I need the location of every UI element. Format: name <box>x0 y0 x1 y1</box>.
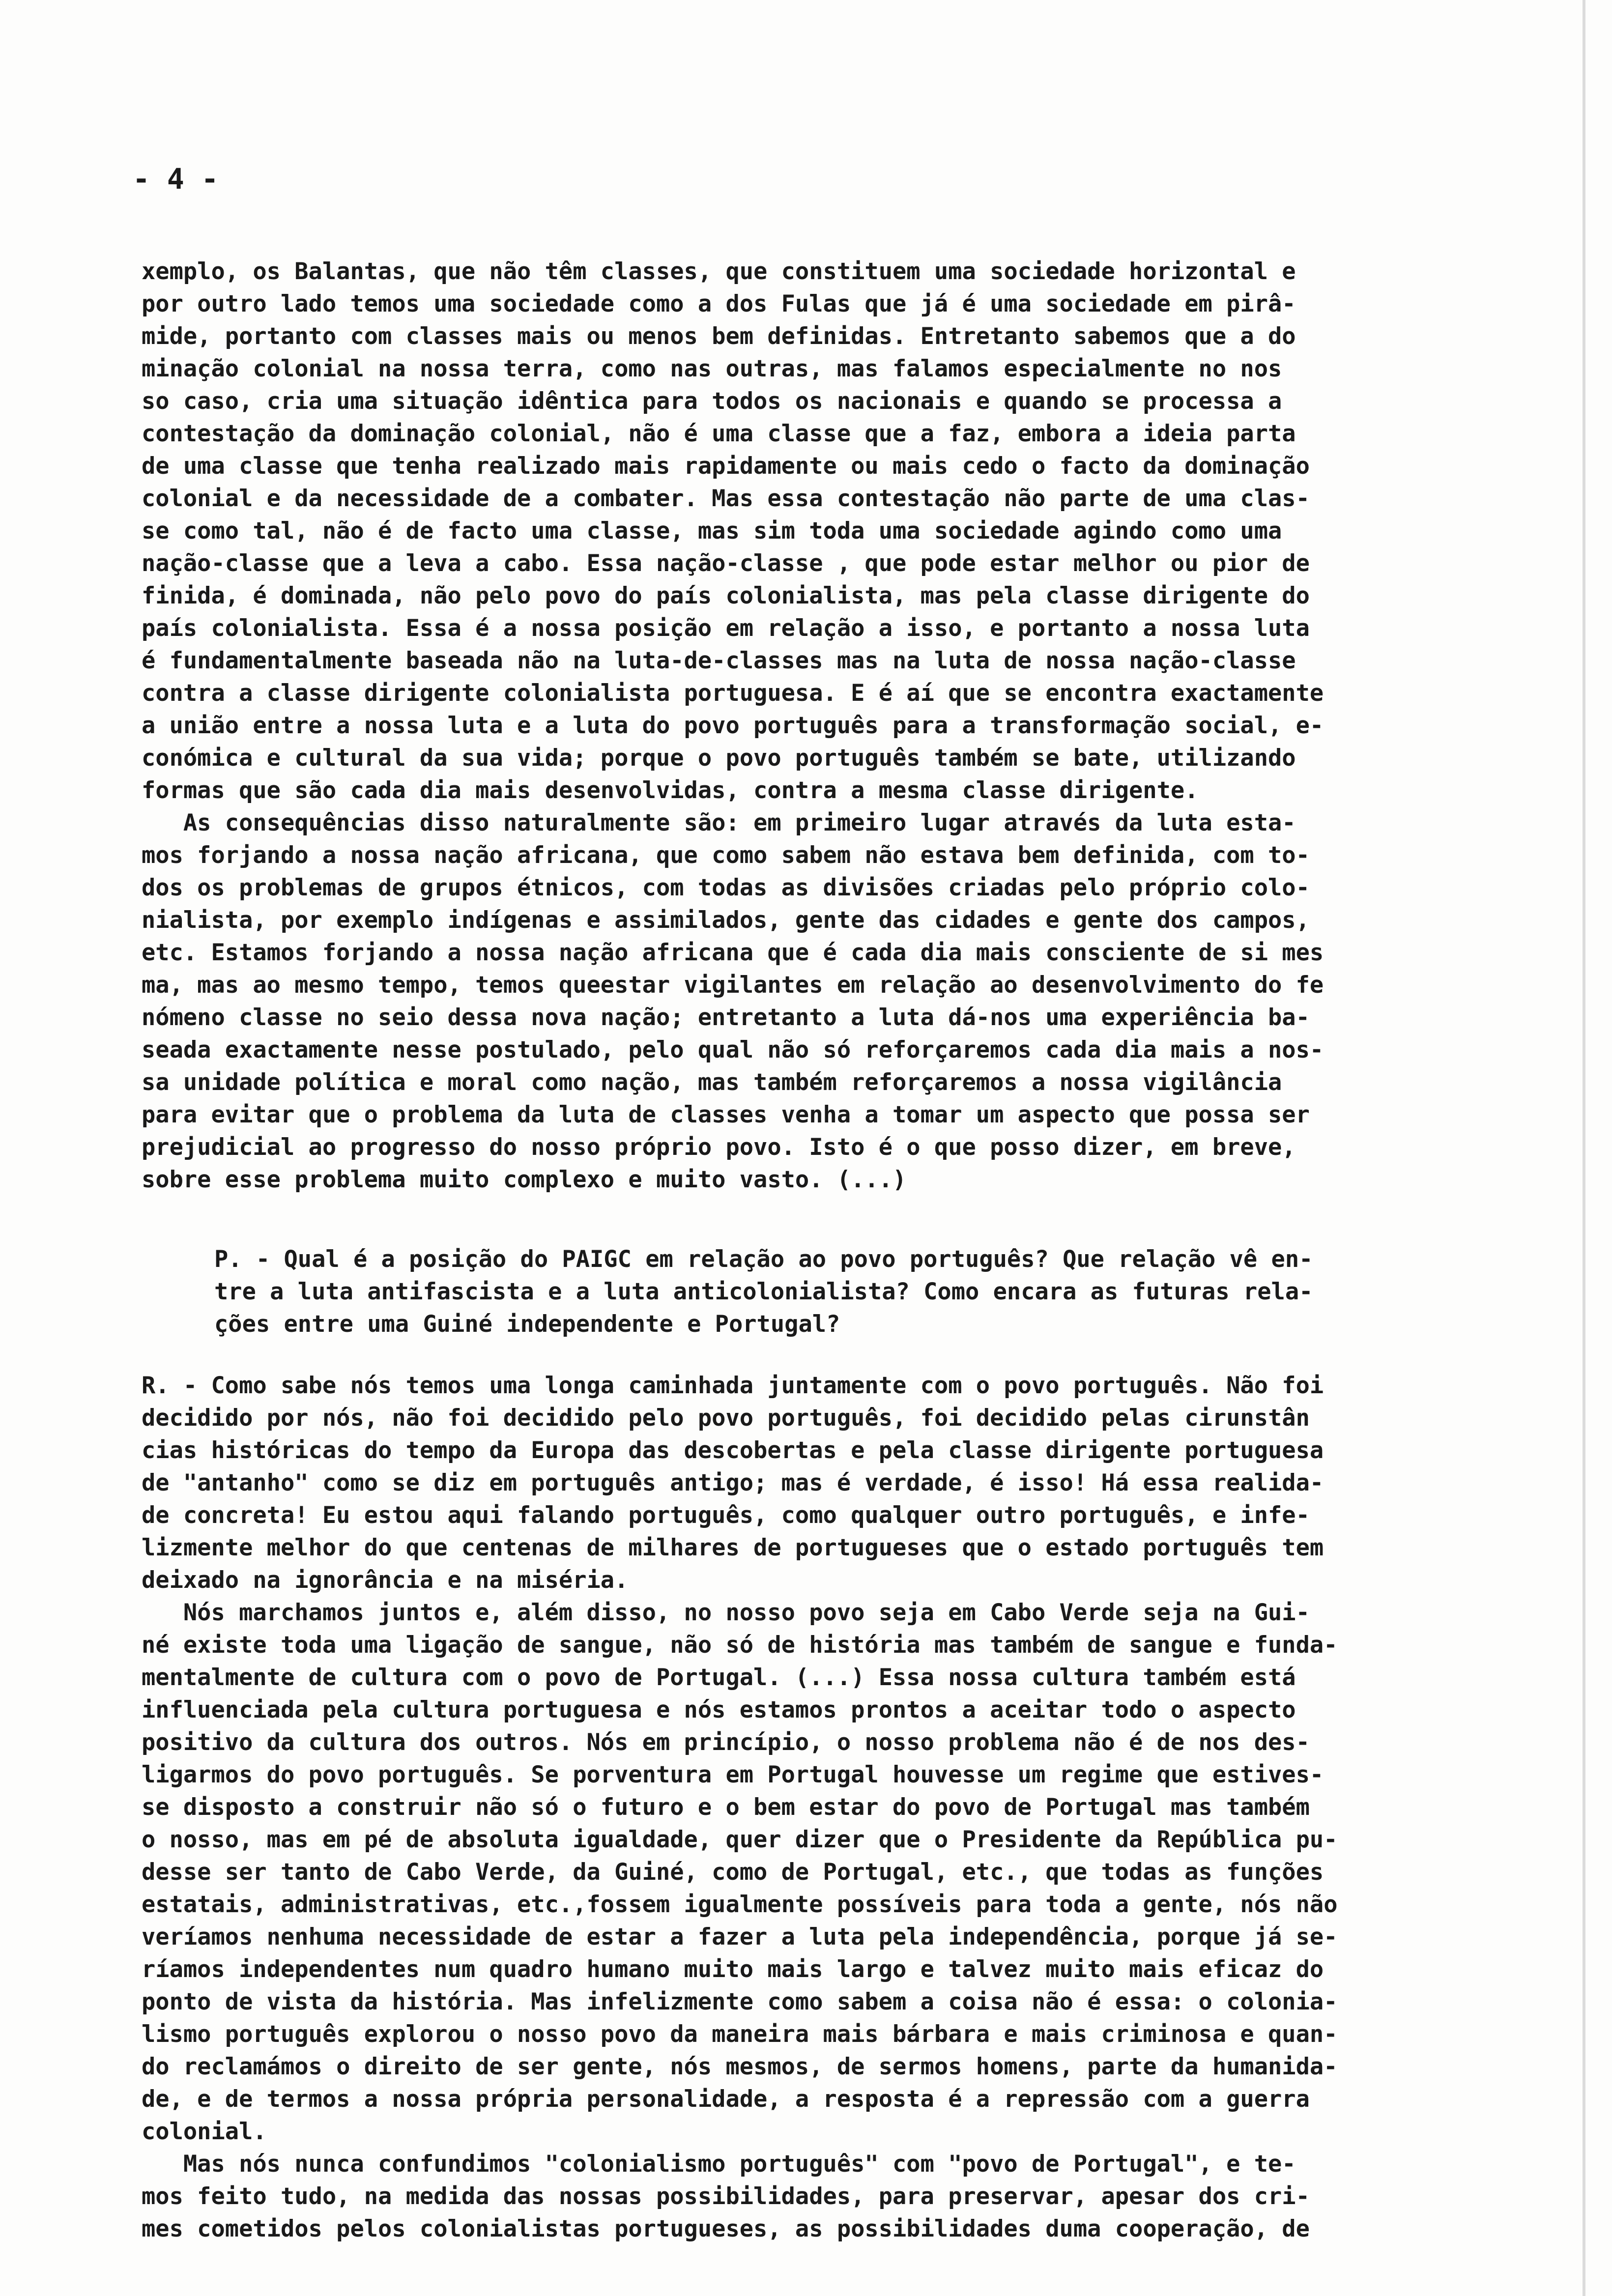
text-line: ponto de vista da história. Mas infelizmente como sabem a coisa não é essa: o colonia- <box>142 1988 1338 2015</box>
text-line: finida, é dominada, não pelo povo do país colonialista, mas pela classe dirigente do <box>142 582 1310 609</box>
text-line: o nosso, mas em pé de absoluta igualdade, quer dizer que o Presidente da República pu- <box>142 1826 1338 1853</box>
text-line: nação-classe que a leva a cabo. Essa nação-classe , que pode estar melhor ou pior de <box>142 550 1310 577</box>
text-line: de "antanho" como se diz em português antigo; mas é verdade, é isso! Há essa realida- <box>142 1469 1324 1496</box>
text-line: mes cometidos pelos colonialistas portugueses, as possibilidades duma cooperação, de <box>142 2215 1310 2242</box>
text-line: As consequências disso naturalmente são: em primeiro lugar através da luta esta- <box>142 809 1296 836</box>
text-line: contestação da dominação colonial, não é uma classe que a faz, embora a ideia parta <box>142 420 1296 447</box>
text-line: se como tal, não é de facto uma classe, mas sim toda uma sociedade agindo como uma <box>142 517 1282 545</box>
text-line: tre a luta antifascista e a luta anticolonialista? Como encara as futuras rela- <box>214 1278 1313 1305</box>
text-line: conómica e cultural da sua vida; porque o povo português também se bate, utilizando <box>142 745 1296 772</box>
text-line: país colonialista. Essa é a nossa posição em relação a isso, e portanto a nossa luta <box>142 615 1310 642</box>
text-line: mentalmente de cultura com o povo de Portugal. (...) Essa nossa cultura também está <box>142 1664 1296 1691</box>
text-line: positivo da cultura dos outros. Nós em princípio, o nosso problema não é de nos des- <box>142 1729 1310 1756</box>
text-line: mos feito tudo, na medida das nossas possibilidades, para preservar, apesar dos cri- <box>142 2183 1310 2210</box>
text-line: para evitar que o problema da luta de classes venha a tomar um aspecto que possa ser <box>142 1101 1310 1128</box>
text-line: de, e de termos a nossa própria personalidade, a resposta é a repressão com a guerra <box>142 2086 1310 2113</box>
text-line: colonial. <box>142 2118 267 2145</box>
text-line: dos os problemas de grupos étnicos, com todas as divisões criadas pelo próprio colo- <box>142 874 1310 901</box>
text-line: por outro lado temos uma sociedade como a dos Fulas que já é uma sociedade em pirâ- <box>142 290 1296 317</box>
text-line: do reclamámos o direito de ser gente, nós mesmos, de sermos homens, parte da humanida- <box>142 2053 1338 2080</box>
text-line: de uma classe que tenha realizado mais rapidamente ou mais cedo o facto da dominação <box>142 453 1310 480</box>
page-number: - 4 - <box>133 162 219 196</box>
text-line: contra a classe dirigente colonialista portuguesa. E é aí que se encontra exactamente <box>142 680 1324 707</box>
text-line: estatais, administrativas, etc.,fossem igualmente possíveis para toda a gente, nós não <box>142 1891 1338 1918</box>
text-line: colonial e da necessidade de a combater. Mas essa contestação não parte de uma clas- <box>142 485 1310 512</box>
text-line: so caso, cria uma situação idêntica para todos os nacionais e quando se processa a <box>142 388 1282 415</box>
interview-answer <box>142 1370 1338 2245</box>
text-line: influenciada pela cultura portuguesa e nós estamos prontos a aceitar todo o aspecto <box>142 1696 1296 1723</box>
text-line: deixado na ignorância e na miséria. <box>142 1567 629 1594</box>
text-line: ligarmos do povo português. Se porventura em Portugal houvesse um regime que estives- <box>142 1761 1324 1788</box>
page-edge-line <box>1583 0 1585 2296</box>
text-line: ções entre uma Guiné independente e Portugal? <box>214 1311 840 1338</box>
text-line: nómeno classe no seio dessa nova nação; entretanto a luta dá-nos uma experiência ba- <box>142 1004 1310 1031</box>
text-line: lizmente melhor do que centenas de milhares de portugueses que o estado português tem <box>142 1534 1324 1561</box>
text-line: seada exactamente nesse postulado, pelo qual não só reforçaremos cada dia mais a nos- <box>142 1036 1324 1063</box>
text-line: ríamos independentes num quadro humano muito mais largo e talvez muito mais eficaz do <box>142 1956 1324 1983</box>
text-line: minação colonial na nossa terra, como nas outras, mas falamos especialmente no nos <box>142 355 1282 382</box>
text-line: Mas nós nunca confundimos "colonialismo português" com "povo de Portugal", e te- <box>142 2151 1296 2178</box>
text-line: R. - Como sabe nós temos uma longa caminhada juntamente com o povo português. Não foi <box>142 1372 1324 1399</box>
text-line: de concreta! Eu estou aqui falando português, como qualquer outro português, e infe- <box>142 1502 1310 1529</box>
text-line: é fundamentalmente baseada não na luta-de-classes mas na luta de nossa nação-classe <box>142 647 1296 674</box>
text-line: desse ser tanto de Cabo Verde, da Guiné, como de Portugal, etc., que todas as funções <box>142 1859 1324 1886</box>
paragraph-continuation <box>142 256 1324 1196</box>
text-line: ma, mas ao mesmo tempo, temos queestar vigilantes em relação ao desenvolvimento do fe <box>142 972 1324 999</box>
text-line: nialista, por exemplo indígenas e assimilados, gente das cidades e gente dos campos, <box>142 907 1310 934</box>
text-line: Nós marchamos juntos e, além disso, no nosso povo seja em Cabo Verde seja na Gui- <box>142 1599 1310 1626</box>
text-line: formas que são cada dia mais desenvolvidas, contra a mesma classe dirigente. <box>142 777 1199 804</box>
interview-question <box>214 1243 1313 1341</box>
text-line: sa unidade política e moral como nação, mas também reforçaremos a nossa vigilância <box>142 1069 1282 1096</box>
text-line: sobre esse problema muito complexo e muito vasto. (...) <box>142 1166 907 1193</box>
text-line: lismo português explorou o nosso povo da maneira mais bárbara e mais criminosa e quan- <box>142 2021 1338 2048</box>
text-line: P. - Qual é a posição do PAIGC em relação ao povo português? Que relação vê en- <box>214 1246 1313 1273</box>
text-line: etc. Estamos forjando a nossa nação africana que é cada dia mais consciente de si mes <box>142 939 1324 966</box>
text-line: mos forjando a nossa nação africana, que como sabem não estava bem definida, com to- <box>142 842 1310 869</box>
text-line: mide, portanto com classes mais ou menos bem definidas. Entretanto sabemos que a do <box>142 323 1296 350</box>
text-line: decidido por nós, não foi decidido pelo povo português, foi decidido pelas cirunstân <box>142 1405 1310 1432</box>
text-line: xemplo, os Balantas, que não têm classes, que constituem uma sociedade horizontal e <box>142 258 1296 285</box>
text-line: veríamos nenhuma necessidade de estar a fazer a luta pela independência, porque já se- <box>142 1923 1338 1951</box>
text-line: prejudicial ao progresso do nosso próprio povo. Isto é o que posso dizer, em breve, <box>142 1134 1296 1161</box>
text-line: né existe toda uma ligação de sangue, não só de história mas também de sangue e funda- <box>142 1632 1338 1659</box>
text-line: a união entre a nossa luta e a luta do povo português para a transformação social, e- <box>142 712 1324 739</box>
text-line: se disposto a construir não só o futuro e o bem estar do povo de Portugal mas também <box>142 1794 1310 1821</box>
text-line: cias históricas do tempo da Europa das descobertas e pela classe dirigente portuguesa <box>142 1437 1324 1464</box>
